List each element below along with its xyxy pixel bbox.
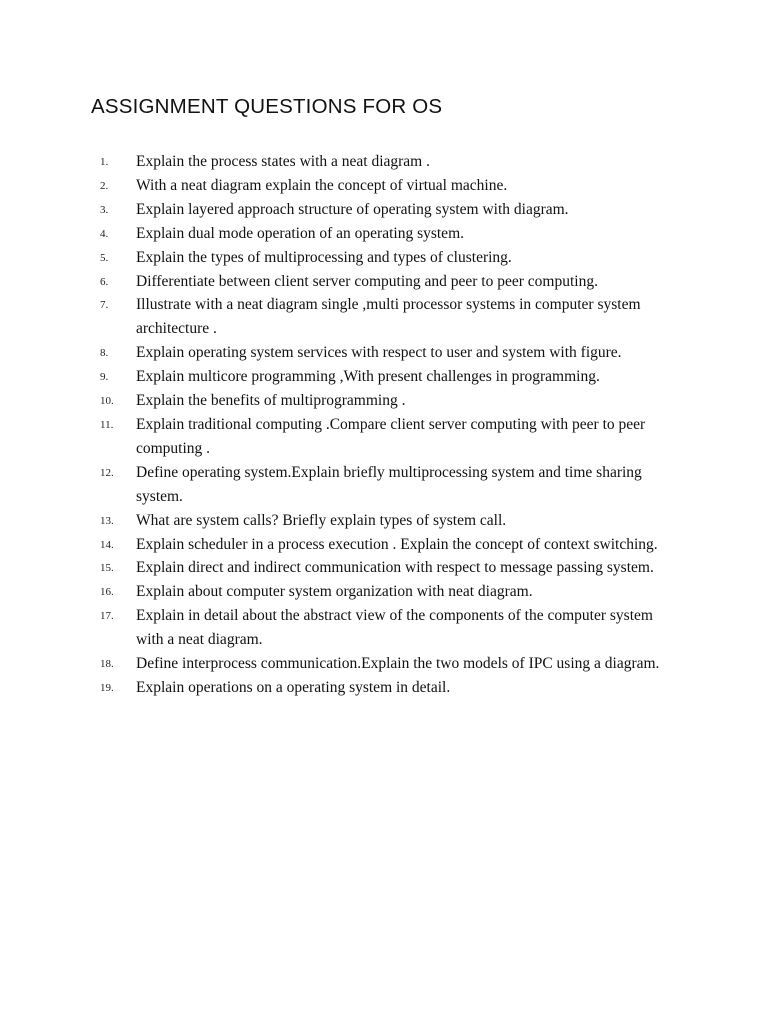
question-text: With a neat diagram explain the concept of virtual machine.: [136, 176, 508, 194]
question-text: Explain operations on a operating system in detail.: [136, 678, 451, 696]
question-item: [100, 174, 680, 198]
question-number: 13.: [100, 514, 114, 527]
question-item: [100, 150, 680, 174]
question-item: [100, 341, 680, 365]
question-item: [100, 509, 680, 533]
question-text: Define operating system.Explain briefly multiprocessing system and time sharing system.: [136, 463, 642, 505]
question-text: Explain multicore programming ,With present challenges in programming.: [136, 368, 600, 386]
question-item: [100, 246, 680, 270]
question-number: 4.: [100, 227, 109, 240]
question-item: [100, 198, 680, 222]
question-item: [100, 580, 680, 604]
question-number: 1.: [100, 156, 109, 168]
question-text: Explain the process states with a neat diagram .: [136, 153, 430, 170]
question-number: 17.: [100, 610, 114, 623]
question-text: Explain about computer system organization with neat diagram.: [136, 583, 533, 601]
question-text: Define interprocess communication.Explain the two models of IPC using a diagram.: [136, 655, 660, 673]
question-number: 18.: [100, 658, 114, 671]
question-item: [100, 461, 680, 509]
question-item: [100, 413, 680, 461]
question-number: 5.: [100, 251, 109, 264]
question-number: 9.: [100, 371, 109, 384]
question-item: [100, 222, 680, 246]
question-text: Explain the types of multiprocessing and types of clustering.: [136, 248, 512, 266]
question-number: 8.: [100, 347, 109, 360]
question-item: [100, 556, 680, 580]
question-item: [100, 293, 680, 341]
question-item: [100, 389, 680, 413]
document-title: ASSIGNMENT QUESTIONS FOR OS: [91, 95, 443, 118]
question-number: 14.: [100, 538, 114, 551]
question-number: 19.: [100, 681, 114, 694]
question-item: [100, 533, 680, 557]
question-number: 10.: [100, 395, 114, 408]
question-text: Explain dual mode operation of an operating system.: [136, 224, 464, 242]
question-text: Explain in detail about the abstract view of the components of the computer system with a neat diagram.: [136, 607, 653, 649]
question-item: [100, 604, 680, 652]
question-text: Explain layered approach structure of operating system with diagram.: [136, 200, 569, 218]
question-text: Explain scheduler in a process execution . Explain the concept of context switching.: [136, 535, 658, 553]
question-item: [100, 652, 680, 676]
question-list: [100, 150, 680, 700]
question-text: Explain direct and indirect communication with respect to message passing system.: [136, 559, 654, 577]
question-text: Explain the benefits of multiprogramming .: [136, 392, 406, 410]
question-number: 7.: [100, 299, 109, 312]
question-text: Differentiate between client server computing and peer to peer computing.: [136, 272, 598, 290]
question-number: 2.: [100, 179, 109, 192]
question-text: What are system calls? Briefly explain types of system call.: [136, 511, 507, 529]
question-item: [100, 365, 680, 389]
question-item: [100, 676, 680, 700]
question-item: [100, 270, 680, 294]
question-text: Explain operating system services with respect to user and system with figure.: [136, 344, 622, 362]
question-number: 11.: [100, 418, 114, 431]
question-number: 6.: [100, 275, 109, 288]
question-text: Illustrate with a neat diagram single ,multi processor systems in computer system architecture .: [136, 296, 641, 338]
question-number: 16.: [100, 586, 114, 599]
question-text: Explain traditional computing .Compare client server computing with peer to peer computing .: [136, 415, 646, 457]
question-number: 3.: [100, 203, 109, 216]
question-number: 12.: [100, 466, 114, 479]
question-number: 15.: [100, 562, 114, 575]
